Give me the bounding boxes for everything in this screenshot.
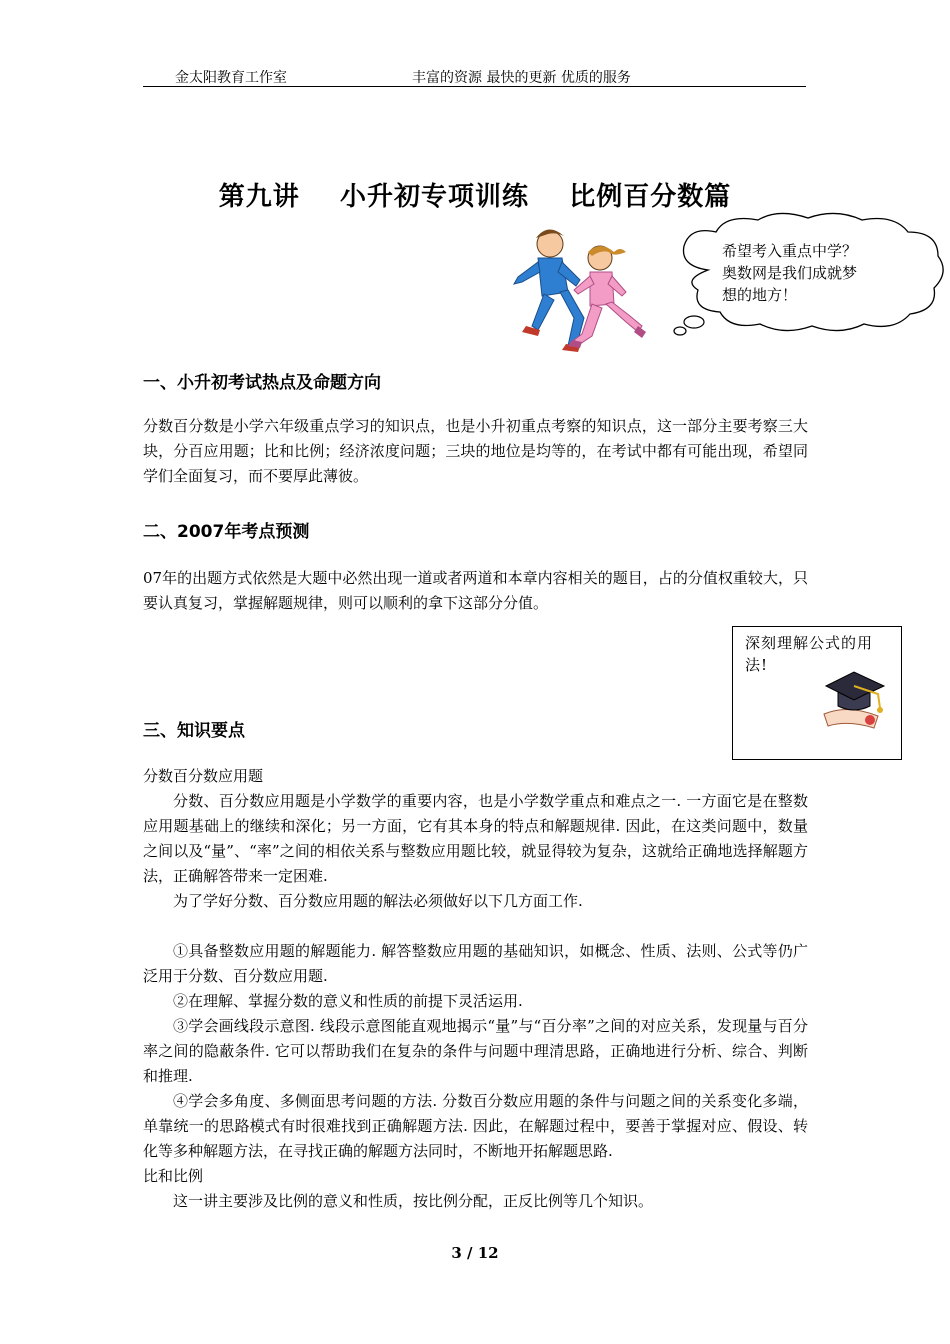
section3-p4: ②在理解、掌握分数的意义和性质的前提下灵活运用. [173, 992, 523, 1010]
section3-p3: ①具备整数应用题的解题能力. 解答整数应用题的基础知识，如概念、性质、法则、公式等仍广泛用于分数、百分数应用题. [143, 942, 808, 985]
section3-sub1: 分数百分数应用题 [143, 767, 264, 785]
header-rule [143, 86, 806, 87]
section1-body: 分数百分数是小学六年级重点学习的知识点，也是小升初重点考察的知识点，这一部分主要考察三大块，分百应用题；比和比例；经济浓度问题；三块的地位是均等的，在考试中都有可能出现，希望同学们全面复习，而不要厚此薄彼。 [143, 417, 808, 485]
graduation-cap-icon [818, 664, 890, 732]
section2-heading: 二、2007年考点预测 [143, 522, 310, 542]
bubble-line-1: 希望考入重点中学？ [722, 242, 858, 260]
tip-text: 深刻理解公式的用法! [745, 634, 874, 674]
section2-body: 07年的出题方式依然是大题中必然出现一道或者两道和本章内容相关的题目，占的分值权重较大，只要认真复习，掌握解题规律，则可以顺利的拿下这部分分值。 [143, 569, 808, 612]
section3-p5: ③学会画线段示意图. 线段示意图能直观地揭示“量”与“百分率”之间的对应关系，发现量与百分率之间的隐蔽条件. 它可以帮助我们在复杂的条件与问题中理清思路，正确地进行分析、综合、判断和推理. [143, 1017, 808, 1085]
section3-p1: 分数、百分数应用题是小学数学的重要内容，也是小学数学重点和难点之一. 一方面它是在整数应用题基础上的继续和深化；另一方面，它有其本身的特点和解题规律. 因此，在这类问题中，数量之间以及“量”、“率”之间的相依关系与整数应用题比较，就显得较为复杂，这就给正确地选择解题方法，正确解答带来一定困难. [143, 792, 808, 885]
header-left-text: 金太阳教育工作室 [175, 70, 287, 86]
bubble-line-3: 想的地方！ [722, 286, 798, 304]
header-right-text: 丰富的资源 最快的更新 优质的服务 [412, 70, 631, 86]
section3-sub2: 比和比例 [143, 1167, 204, 1185]
page-title: 第九讲 小升初专项训练 比例百分数篇 [218, 182, 732, 212]
page-number: 3 / 12 [451, 1244, 499, 1262]
section1-heading: 一、小升初考试热点及命题方向 [143, 373, 381, 393]
running-kids-illustration [508, 222, 658, 357]
section3-heading: 三、知识要点 [143, 721, 245, 741]
bubble-line-2: 奥数网是我们成就梦 [722, 264, 858, 282]
bubble-text [722, 240, 887, 306]
section3-p2: 为了学好分数、百分数应用题的解法必须做好以下几方面工作. [173, 892, 583, 910]
section3-p6: ④学会多角度、多侧面思考问题的方法. 分数百分数应用题的条件与问题之间的关系变化多端，单靠统一的思路模式有时很难找到正确解题方法. 因此，在解题过程中，要善于掌握对应、假设、转化等多种解题方法，在寻找正确的解题方法同时，不断地开拓解题思路. [143, 1092, 808, 1160]
section3-p7: 这一讲主要涉及比例的意义和性质，按比例分配，正反比例等几个知识。 [173, 1192, 654, 1210]
